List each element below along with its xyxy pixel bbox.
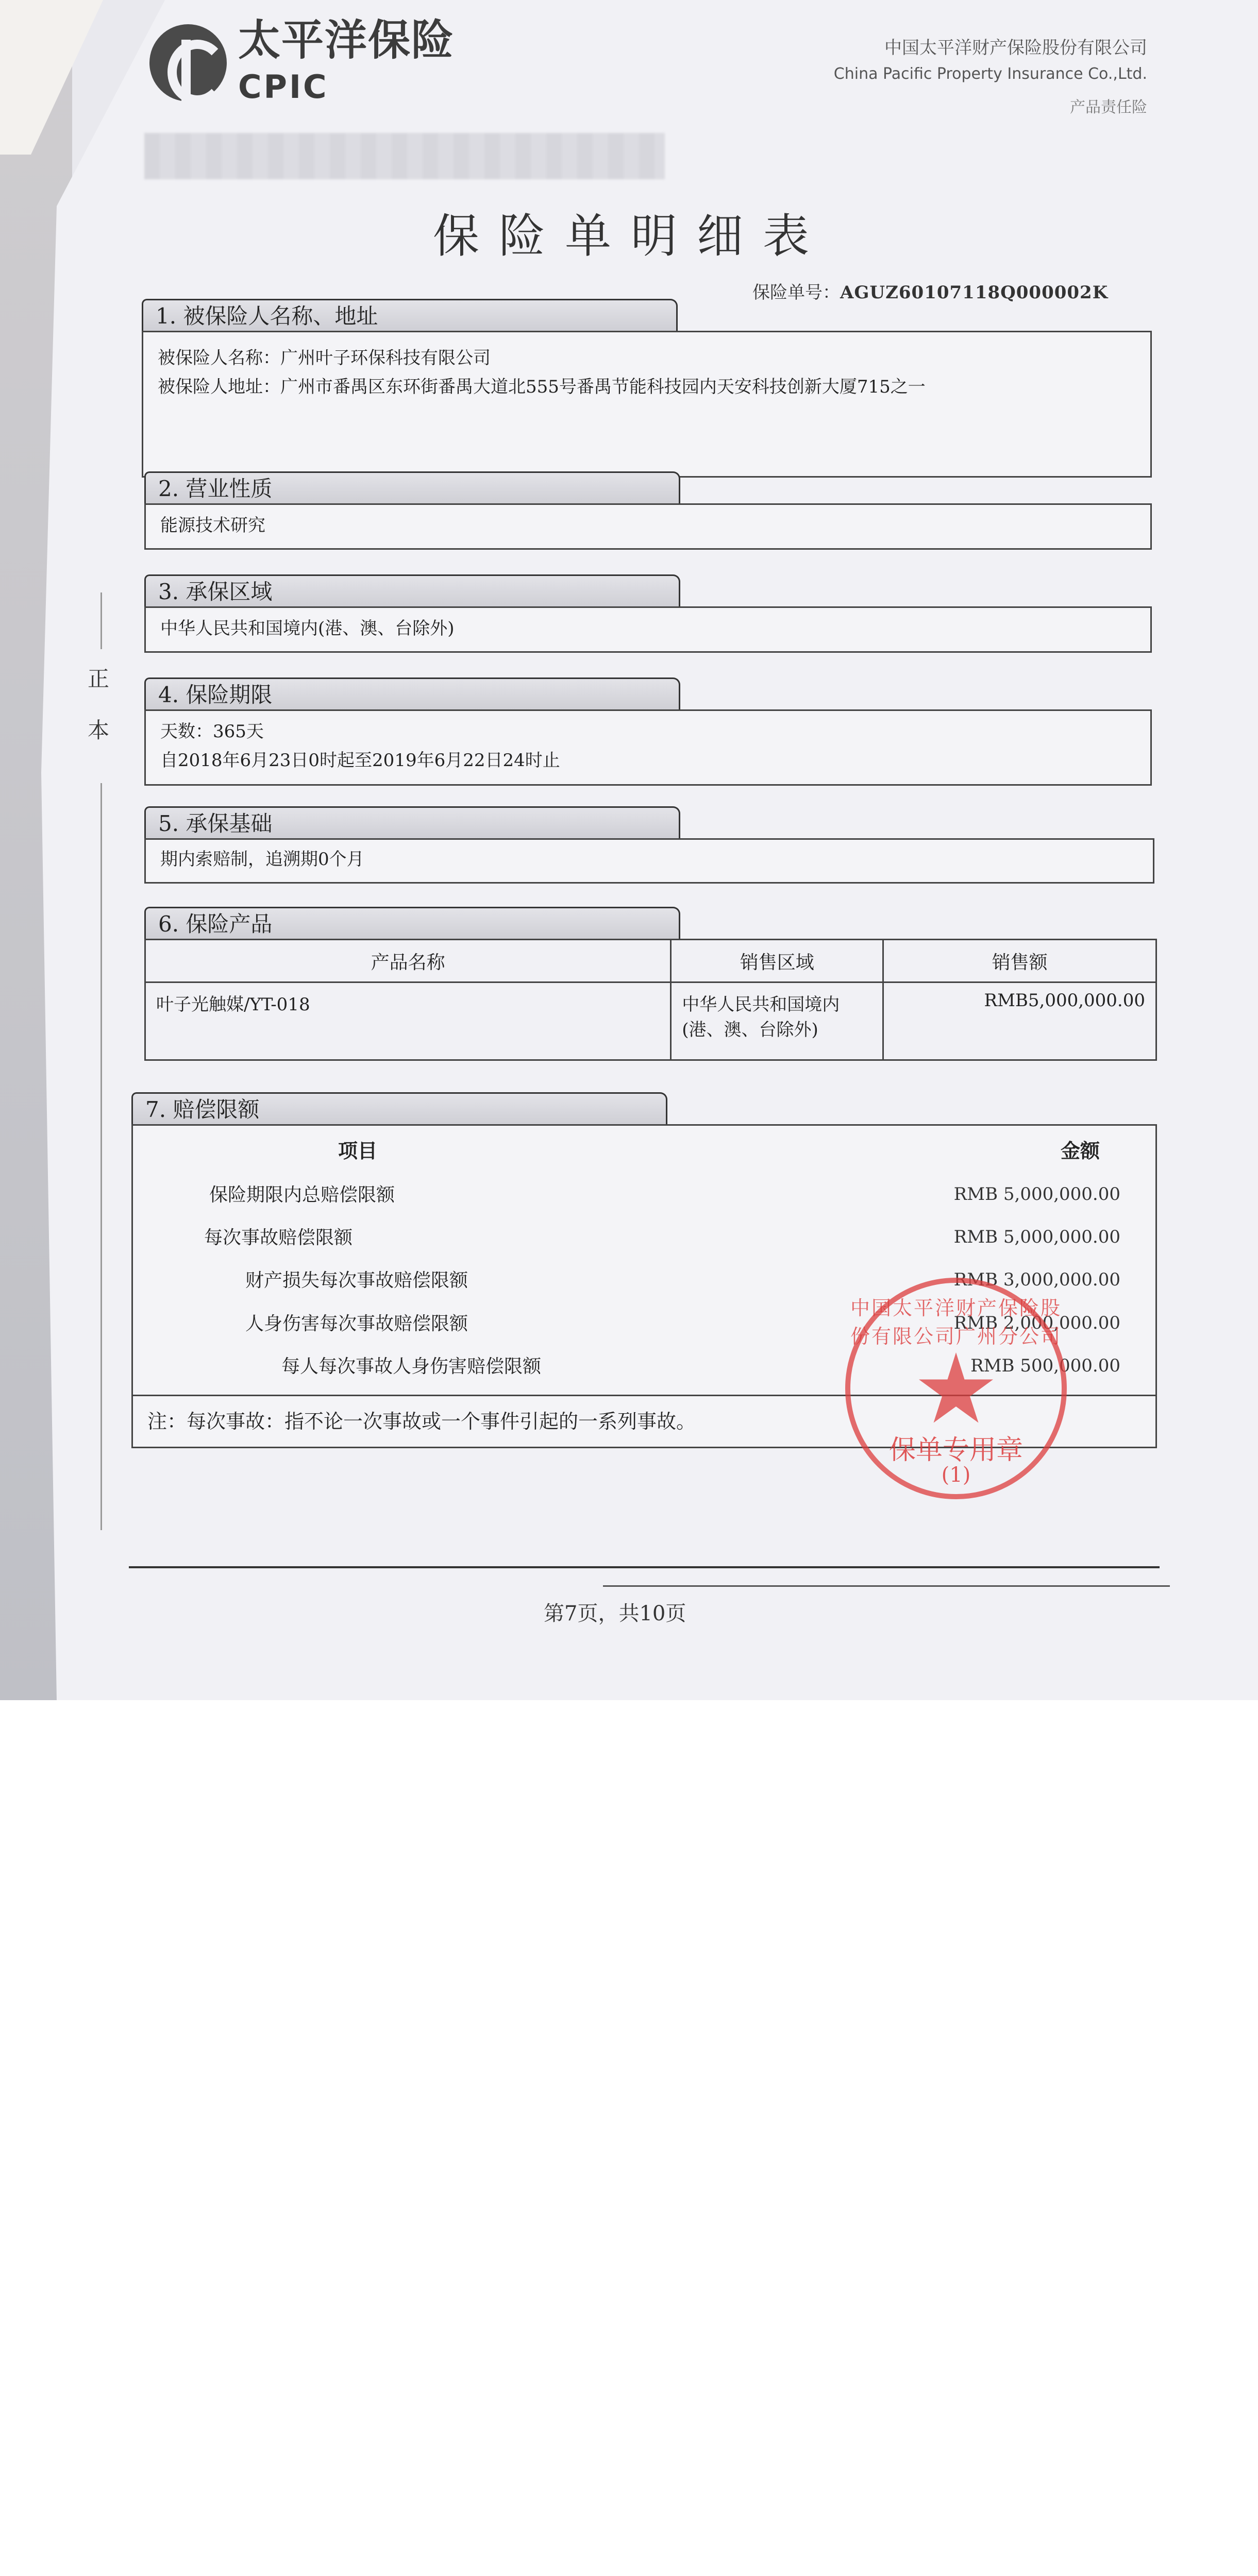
product-name-cell: 叶子光触媒/YT-018 <box>145 982 671 1060</box>
company-seal <box>845 1278 1067 1499</box>
section-policy-period <box>144 677 1152 786</box>
section-box <box>144 503 1152 550</box>
col-amount: 金额 <box>1060 1139 1100 1162</box>
limit-amount: RMB 5,000,000.00 <box>953 1227 1120 1248</box>
limit-amount: RMB 500,000.00 <box>970 1355 1120 1377</box>
sales-amount-cell: RMB5,000,000.00 <box>883 982 1156 1060</box>
section-title: 6. 保险产品 <box>144 907 680 939</box>
section-box <box>144 838 1154 884</box>
redacted-area <box>144 133 665 179</box>
cpic-logo <box>149 16 455 106</box>
limit-amount: RMB 2,000,000.00 <box>953 1312 1120 1333</box>
section-title: 2. 营业性质 <box>144 471 680 503</box>
region-line-2: (港、澳、台除外) <box>682 1020 818 1040</box>
logo-cn-text: 太平洋保险 <box>238 16 455 65</box>
footer-rule <box>129 1566 1160 1568</box>
sales-region-cell <box>671 982 883 1060</box>
limits-note: 注：每次事故：指不论一次事故或一个事件引起的一系列事故。 <box>133 1395 1155 1447</box>
company-name-cn: 中国太平洋财产保险股份有限公司 <box>884 38 1147 58</box>
section-coverage-basis <box>144 806 1154 884</box>
insured-address-label: 被保险人地址： <box>158 377 280 398</box>
logo-en-text: CPIC <box>238 68 329 106</box>
section-coverage-area <box>144 574 1152 653</box>
insured-name-row <box>158 344 1136 372</box>
section-title: 7. 赔偿限额 <box>131 1092 667 1124</box>
business-nature-value: 能源技术研究 <box>160 515 265 536</box>
limit-row <box>147 1180 1141 1210</box>
limit-label: 财产损失每次事故赔偿限额 <box>245 1270 468 1292</box>
products-table <box>144 939 1157 1061</box>
col-product-name: 产品名称 <box>145 940 671 982</box>
limit-label: 人身伤害每次事故赔偿限额 <box>245 1313 468 1334</box>
section-box <box>144 606 1152 653</box>
coverage-basis-value: 期内索赔制，追溯期0个月 <box>160 849 364 870</box>
region-line-1: 中华人民共和国境内 <box>682 994 840 1015</box>
line-of-business: 产品责任险 <box>1070 98 1147 116</box>
limit-amount: RMB 3,000,000.00 <box>953 1269 1120 1291</box>
col-item: 项目 <box>338 1139 378 1162</box>
limits-header <box>147 1135 1141 1167</box>
seal-arc-text: 中国太平洋财产保险股份有限公司广州分公司 <box>850 1297 1062 1348</box>
seal-number: (1) <box>941 1463 971 1487</box>
col-sales-amount: 销售额 <box>883 940 1156 982</box>
coverage-area-value: 中华人民共和国境内(港、澳、台除外) <box>160 618 455 639</box>
section-title: 1. 被保险人名称、地址 <box>142 299 678 331</box>
section-insured <box>142 299 1152 478</box>
scanner-footer <box>0 1700 1258 1807</box>
section-title: 5. 承保基础 <box>144 806 680 838</box>
side-divider <box>100 592 102 649</box>
table-row <box>145 982 1156 1060</box>
section-box <box>144 709 1152 786</box>
policy-number: AGUZ60107118Q000002K <box>840 282 1109 303</box>
insured-name-value: 广州叶子环保科技有限公司 <box>280 348 491 368</box>
limit-amount: RMB 5,000,000.00 <box>953 1183 1120 1205</box>
col-sales-region: 销售区域 <box>671 940 883 982</box>
period-days: 天数：365天 <box>160 721 264 742</box>
period-range: 自2018年6月23日0时起至2019年6月22日24时止 <box>160 750 560 771</box>
company-name-en: China Pacific Property Insurance Co.,Ltd. <box>833 65 1147 83</box>
policy-number-label: 保险单号： <box>752 282 840 303</box>
section-insured-products <box>144 907 1157 1061</box>
insured-address-row <box>158 372 1136 401</box>
side-label-ben: 本 <box>88 718 110 743</box>
insured-address-value: 广州市番禺区东环街番禺大道北555号番禺节能科技园内天安科技创新大厦715之一 <box>280 377 926 398</box>
company-block <box>834 33 1147 117</box>
side-divider <box>100 783 102 1530</box>
document-title: 保险单明细表 <box>433 209 829 263</box>
limit-row <box>147 1223 1141 1253</box>
section-title: 4. 保险期限 <box>144 677 680 709</box>
section-business-nature <box>144 471 1152 550</box>
section-title: 3. 承保区域 <box>144 574 680 606</box>
insured-name-label: 被保险人名称： <box>158 348 280 368</box>
limit-label: 每次事故赔偿限额 <box>204 1227 353 1249</box>
side-label-zheng: 正 <box>88 666 110 691</box>
seal-center-text: 保单专用章 <box>888 1435 1023 1466</box>
page-number: 第7页，共10页 <box>544 1602 686 1625</box>
footer-rule <box>603 1585 1170 1587</box>
limit-label: 保险期限内总赔偿限额 <box>209 1184 395 1206</box>
section-box <box>142 331 1152 478</box>
cpic-logo-icon <box>149 24 227 101</box>
limit-label: 每人每次事故人身伤害赔偿限额 <box>281 1356 542 1378</box>
table-header-row <box>145 940 1156 982</box>
